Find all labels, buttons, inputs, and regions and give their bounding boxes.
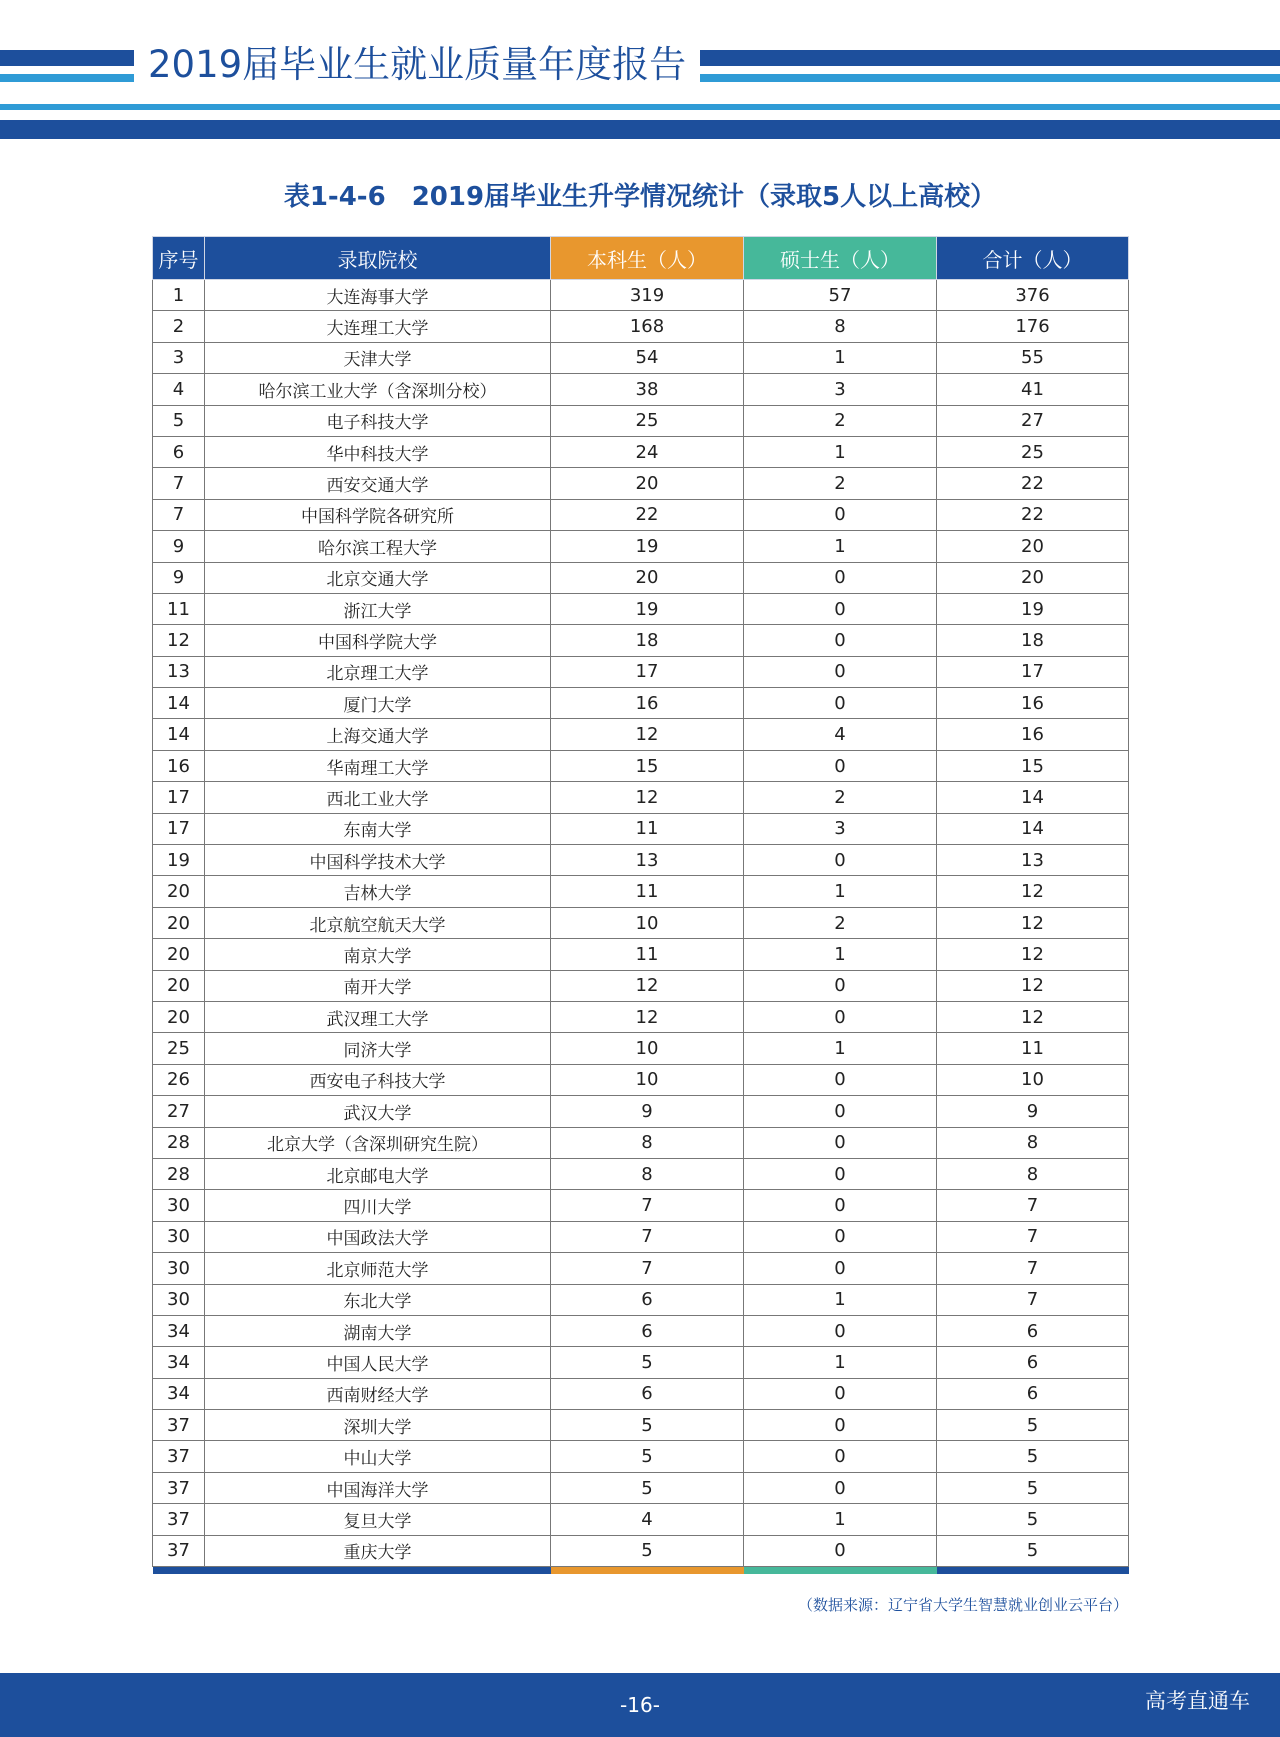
cell-total: 7: [937, 1253, 1129, 1284]
cell-school: 电子科技大学: [205, 405, 551, 436]
cell-school: 武汉大学: [205, 1096, 551, 1127]
cell-bachelor: 5: [551, 1410, 744, 1441]
table-row: [153, 1472, 1129, 1503]
cell-total: 5: [937, 1472, 1129, 1503]
header-stripe-thin: [0, 104, 1280, 110]
cell-total: 15: [937, 750, 1129, 781]
table-row: [153, 1064, 1129, 1095]
cell-bachelor: 5: [551, 1347, 744, 1378]
cell-school: 吉林大学: [205, 876, 551, 907]
cell-master: 2: [744, 468, 937, 499]
cell-total: 6: [937, 1315, 1129, 1346]
cell-index: 11: [153, 593, 205, 624]
cell-total: 12: [937, 939, 1129, 970]
col-header-index: 序号: [153, 237, 205, 280]
cell-total: 22: [937, 499, 1129, 530]
cell-bachelor: 12: [551, 782, 744, 813]
cell-index: 6: [153, 436, 205, 467]
cell-school: 天津大学: [205, 342, 551, 373]
cell-master: 0: [744, 688, 937, 719]
cell-bachelor: 20: [551, 562, 744, 593]
header-stripe-bottom: [0, 120, 1280, 139]
cell-bachelor: 19: [551, 593, 744, 624]
cell-master: 1: [744, 436, 937, 467]
table-row: [153, 688, 1129, 719]
cell-total: 27: [937, 405, 1129, 436]
cell-master: 0: [744, 1190, 937, 1221]
table-row: [153, 1001, 1129, 1032]
cell-index: 28: [153, 1127, 205, 1158]
cell-master: 0: [744, 1127, 937, 1158]
table-bottom-bar: [153, 1567, 1129, 1575]
table-bottom-bar-segment: [205, 1567, 551, 1575]
cell-school: 复旦大学: [205, 1504, 551, 1535]
cell-index: 20: [153, 970, 205, 1001]
table-row: [153, 499, 1129, 530]
table-bottom-bar-segment: [744, 1567, 937, 1575]
cell-master: 0: [744, 845, 937, 876]
cell-total: 7: [937, 1221, 1129, 1252]
cell-school: 同济大学: [205, 1033, 551, 1064]
cell-index: 34: [153, 1315, 205, 1346]
cell-school: 哈尔滨工业大学（含深圳分校）: [205, 374, 551, 405]
table-caption: 2019届毕业生升学情况统计（录取5人以上高校）: [411, 182, 997, 212]
cell-school: 中山大学: [205, 1441, 551, 1472]
cell-master: 0: [744, 562, 937, 593]
cell-bachelor: 20: [551, 468, 744, 499]
cell-total: 8: [937, 1158, 1129, 1189]
cell-master: 1: [744, 939, 937, 970]
cell-bachelor: 7: [551, 1190, 744, 1221]
table-row: [153, 1347, 1129, 1378]
table-row: [153, 625, 1129, 656]
cell-school: 西南财经大学: [205, 1378, 551, 1409]
cell-school: 西北工业大学: [205, 782, 551, 813]
cell-index: 7: [153, 468, 205, 499]
cell-master: 3: [744, 374, 937, 405]
table-row: [153, 1158, 1129, 1189]
cell-bachelor: 12: [551, 719, 744, 750]
cell-bachelor: 6: [551, 1284, 744, 1315]
cell-bachelor: 10: [551, 1033, 744, 1064]
cell-total: 8: [937, 1127, 1129, 1158]
cell-bachelor: 7: [551, 1253, 744, 1284]
cell-master: 0: [744, 1315, 937, 1346]
table-row: [153, 656, 1129, 687]
cell-index: 30: [153, 1253, 205, 1284]
cell-total: 17: [937, 656, 1129, 687]
cell-total: 20: [937, 531, 1129, 562]
table-row: [153, 782, 1129, 813]
cell-school: 北京师范大学: [205, 1253, 551, 1284]
cell-bachelor: 38: [551, 374, 744, 405]
table-row: [153, 876, 1129, 907]
table-title: [0, 176, 1280, 213]
cell-bachelor: 16: [551, 688, 744, 719]
cell-master: 2: [744, 907, 937, 938]
cell-total: 16: [937, 688, 1129, 719]
table-row: [153, 1378, 1129, 1409]
cell-master: 0: [744, 970, 937, 1001]
table-row: [153, 280, 1129, 311]
cell-total: 13: [937, 845, 1129, 876]
cell-total: 5: [937, 1410, 1129, 1441]
table-row: [153, 562, 1129, 593]
table-row: [153, 1504, 1129, 1535]
cell-total: 22: [937, 468, 1129, 499]
cell-index: 30: [153, 1284, 205, 1315]
cell-index: 37: [153, 1535, 205, 1566]
cell-master: 1: [744, 876, 937, 907]
table-bottom-bar-segment: [153, 1567, 205, 1575]
cell-school: 中国科学院大学: [205, 625, 551, 656]
cell-bachelor: 9: [551, 1096, 744, 1127]
cell-master: 0: [744, 1158, 937, 1189]
cell-index: 20: [153, 939, 205, 970]
cell-total: 12: [937, 970, 1129, 1001]
table-bottom-bar-segment: [551, 1567, 744, 1575]
cell-bachelor: 17: [551, 656, 744, 687]
cell-index: 27: [153, 1096, 205, 1127]
table-row: [153, 342, 1129, 373]
cell-total: 18: [937, 625, 1129, 656]
cell-index: 16: [153, 750, 205, 781]
table-row: [153, 1221, 1129, 1252]
cell-school: 南开大学: [205, 970, 551, 1001]
table-row: [153, 1315, 1129, 1346]
cell-school: 大连海事大学: [205, 280, 551, 311]
cell-total: 10: [937, 1064, 1129, 1095]
cell-master: 0: [744, 1410, 937, 1441]
cell-index: 26: [153, 1064, 205, 1095]
cell-school: 厦门大学: [205, 688, 551, 719]
cell-bachelor: 5: [551, 1535, 744, 1566]
cell-total: 41: [937, 374, 1129, 405]
cell-total: 7: [937, 1284, 1129, 1315]
cell-index: 17: [153, 782, 205, 813]
cell-bachelor: 15: [551, 750, 744, 781]
cell-master: 0: [744, 1001, 937, 1032]
cell-master: 0: [744, 625, 937, 656]
cell-total: 5: [937, 1504, 1129, 1535]
cell-bachelor: 7: [551, 1221, 744, 1252]
cell-master: 0: [744, 1253, 937, 1284]
cell-bachelor: 5: [551, 1472, 744, 1503]
cell-school: 浙江大学: [205, 593, 551, 624]
cell-school: 大连理工大学: [205, 311, 551, 342]
cell-index: 14: [153, 719, 205, 750]
table-row: [153, 1190, 1129, 1221]
cell-index: 20: [153, 876, 205, 907]
cell-bachelor: 8: [551, 1158, 744, 1189]
cell-total: 12: [937, 907, 1129, 938]
cell-school: 北京交通大学: [205, 562, 551, 593]
table-row: [153, 531, 1129, 562]
col-header-school: 录取院校: [205, 237, 551, 280]
cell-bachelor: 13: [551, 845, 744, 876]
table-row: [153, 374, 1129, 405]
cell-total: 5: [937, 1535, 1129, 1566]
cell-bachelor: 19: [551, 531, 744, 562]
cell-total: 19: [937, 593, 1129, 624]
cell-index: 9: [153, 562, 205, 593]
cell-index: 12: [153, 625, 205, 656]
cell-bachelor: 10: [551, 1064, 744, 1095]
table-row: [153, 939, 1129, 970]
cell-total: 16: [937, 719, 1129, 750]
cell-total: 25: [937, 436, 1129, 467]
cell-index: 30: [153, 1190, 205, 1221]
cell-master: 0: [744, 1441, 937, 1472]
cell-bachelor: 24: [551, 436, 744, 467]
cell-index: 37: [153, 1472, 205, 1503]
table-row: [153, 1253, 1129, 1284]
table-row: [153, 1535, 1129, 1566]
brand-watermark: 高考直通车: [1145, 1689, 1250, 1713]
cell-master: 2: [744, 405, 937, 436]
cell-bachelor: 12: [551, 1001, 744, 1032]
cell-bachelor: 10: [551, 907, 744, 938]
table-row: [153, 845, 1129, 876]
cell-school: 东北大学: [205, 1284, 551, 1315]
cell-total: 376: [937, 280, 1129, 311]
cell-index: 34: [153, 1347, 205, 1378]
cell-school: 中国科学技术大学: [205, 845, 551, 876]
cell-bachelor: 319: [551, 280, 744, 311]
cell-master: 0: [744, 1064, 937, 1095]
cell-index: 7: [153, 499, 205, 530]
cell-total: 176: [937, 311, 1129, 342]
cell-total: 14: [937, 782, 1129, 813]
cell-index: 5: [153, 405, 205, 436]
cell-index: 28: [153, 1158, 205, 1189]
cell-bachelor: 168: [551, 311, 744, 342]
cell-school: 北京理工大学: [205, 656, 551, 687]
table-row: [153, 813, 1129, 844]
cell-total: 6: [937, 1347, 1129, 1378]
cell-master: 0: [744, 750, 937, 781]
table-row: [153, 1096, 1129, 1127]
table-row: [153, 1410, 1129, 1441]
cell-total: 11: [937, 1033, 1129, 1064]
cell-school: 华南理工大学: [205, 750, 551, 781]
cell-bachelor: 6: [551, 1378, 744, 1409]
table-bottom-bar-segment: [937, 1567, 1129, 1575]
cell-bachelor: 5: [551, 1441, 744, 1472]
cell-master: 0: [744, 1378, 937, 1409]
cell-master: 0: [744, 1221, 937, 1252]
cell-school: 西安交通大学: [205, 468, 551, 499]
cell-school: 北京大学（含深圳研究生院）: [205, 1127, 551, 1158]
cell-bachelor: 4: [551, 1504, 744, 1535]
cell-index: 25: [153, 1033, 205, 1064]
cell-total: 12: [937, 876, 1129, 907]
cell-index: 20: [153, 907, 205, 938]
cell-school: 哈尔滨工程大学: [205, 531, 551, 562]
cell-master: 4: [744, 719, 937, 750]
cell-bachelor: 18: [551, 625, 744, 656]
cell-index: 2: [153, 311, 205, 342]
table-row: [153, 970, 1129, 1001]
cell-bachelor: 6: [551, 1315, 744, 1346]
cell-master: 0: [744, 1472, 937, 1503]
cell-school: 武汉理工大学: [205, 1001, 551, 1032]
cell-index: 13: [153, 656, 205, 687]
cell-index: 30: [153, 1221, 205, 1252]
cell-master: 0: [744, 1096, 937, 1127]
table-row: [153, 311, 1129, 342]
data-source-note: （数据来源：辽宁省大学生智慧就业创业云平台）: [797, 1596, 1128, 1614]
cell-master: 1: [744, 531, 937, 562]
cell-master: 1: [744, 1033, 937, 1064]
cell-total: 12: [937, 1001, 1129, 1032]
table-row: [153, 1127, 1129, 1158]
cell-index: 20: [153, 1001, 205, 1032]
page-number: -16-: [620, 1693, 660, 1717]
admission-table: [152, 236, 1129, 1574]
cell-school: 北京航空航天大学: [205, 907, 551, 938]
cell-bachelor: 22: [551, 499, 744, 530]
cell-bachelor: 54: [551, 342, 744, 373]
table-row: [153, 1441, 1129, 1472]
cell-master: 0: [744, 593, 937, 624]
cell-index: 34: [153, 1378, 205, 1409]
table-row: [153, 719, 1129, 750]
col-header-master: 硕士生（人）: [744, 237, 937, 280]
cell-index: 37: [153, 1504, 205, 1535]
cell-index: 4: [153, 374, 205, 405]
cell-master: 0: [744, 656, 937, 687]
cell-total: 7: [937, 1190, 1129, 1221]
cell-school: 四川大学: [205, 1190, 551, 1221]
table-row: [153, 750, 1129, 781]
cell-school: 中国科学院各研究所: [205, 499, 551, 530]
cell-master: 1: [744, 1347, 937, 1378]
cell-index: 9: [153, 531, 205, 562]
cell-school: 中国人民大学: [205, 1347, 551, 1378]
cell-master: 1: [744, 342, 937, 373]
cell-school: 上海交通大学: [205, 719, 551, 750]
cell-total: 5: [937, 1441, 1129, 1472]
cell-bachelor: 12: [551, 970, 744, 1001]
cell-school: 南京大学: [205, 939, 551, 970]
table-header-row: [153, 237, 1129, 280]
cell-master: 3: [744, 813, 937, 844]
cell-total: 6: [937, 1378, 1129, 1409]
cell-index: 19: [153, 845, 205, 876]
col-header-bachelor: 本科生（人）: [551, 237, 744, 280]
cell-bachelor: 11: [551, 876, 744, 907]
table-row: [153, 405, 1129, 436]
cell-school: 西安电子科技大学: [205, 1064, 551, 1095]
table-row: [153, 593, 1129, 624]
cell-school: 北京邮电大学: [205, 1158, 551, 1189]
cell-total: 55: [937, 342, 1129, 373]
table-row: [153, 907, 1129, 938]
cell-index: 37: [153, 1410, 205, 1441]
cell-index: 17: [153, 813, 205, 844]
cell-master: 0: [744, 499, 937, 530]
cell-school: 湖南大学: [205, 1315, 551, 1346]
cell-bachelor: 11: [551, 813, 744, 844]
cell-school: 深圳大学: [205, 1410, 551, 1441]
cell-school: 重庆大学: [205, 1535, 551, 1566]
cell-master: 57: [744, 280, 937, 311]
table-row: [153, 436, 1129, 467]
cell-master: 1: [744, 1284, 937, 1315]
table-row: [153, 468, 1129, 499]
cell-index: 37: [153, 1441, 205, 1472]
cell-school: 中国海洋大学: [205, 1472, 551, 1503]
report-title: 2019届毕业生就业质量年度报告: [134, 40, 700, 90]
col-header-total: 合计（人）: [937, 237, 1129, 280]
cell-index: 1: [153, 280, 205, 311]
cell-school: 东南大学: [205, 813, 551, 844]
table-row: [153, 1033, 1129, 1064]
cell-bachelor: 25: [551, 405, 744, 436]
cell-master: 1: [744, 1504, 937, 1535]
cell-total: 20: [937, 562, 1129, 593]
cell-master: 2: [744, 782, 937, 813]
table-row: [153, 1284, 1129, 1315]
cell-bachelor: 11: [551, 939, 744, 970]
cell-index: 14: [153, 688, 205, 719]
cell-school: 华中科技大学: [205, 436, 551, 467]
cell-index: 3: [153, 342, 205, 373]
table-number: 表1-4-6: [283, 182, 386, 212]
cell-bachelor: 8: [551, 1127, 744, 1158]
cell-master: 8: [744, 311, 937, 342]
cell-master: 0: [744, 1535, 937, 1566]
cell-total: 9: [937, 1096, 1129, 1127]
cell-total: 14: [937, 813, 1129, 844]
cell-school: 中国政法大学: [205, 1221, 551, 1252]
